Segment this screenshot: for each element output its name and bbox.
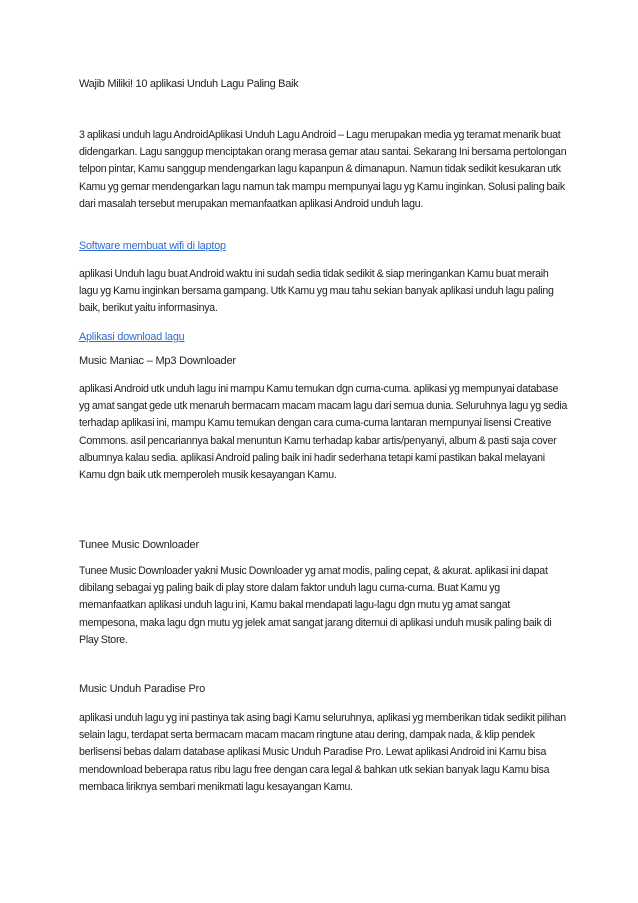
paragraph-2: aplikasi Unduh lagu buat Android waktu ini sudah sedia tidak sedikit & siap meringankan Kamu buat meraih lagu yg Kamu inginkan bersama gampang. Utk Kamu yg mau tahu sekian banyak aplikasi unduh lagu paling baik, berikut yaitu informasinya. xyxy=(79,268,554,315)
section-heading-music-maniac: Music Maniac – Mp3 Downloader xyxy=(79,355,236,367)
section-heading-paradise: Music Unduh Paradise Pro xyxy=(79,683,206,695)
link-software-wifi[interactable]: Software membuat wifi di laptop xyxy=(79,240,226,252)
document-title: Wajib Miliki! 10 aplikasi Unduh Lagu Paling Baik xyxy=(79,78,299,90)
section-body-paradise: aplikasi unduh lagu yg ini pastinya tak asing bagi Kamu seluruhnya, aplikasi yg memberikan tidak sedikit pilihan selain lagu, terdapat serta bermacam macam macam ringtune atau dering, dampak nada, & klip pendek berlisensi bebas dalam database aplikasi Music Unduh Paradise Pro. Lewat aplikasi Android ini Kamu bisa mendownload beberapa ratus ribu lagu free dengan cara legal & bahkan utk sekian banyak lagu Kamu bisa membaca liriknya sembari menikmati lagu kesayangan Kamu. xyxy=(79,712,566,793)
link-aplikasi-download-lagu[interactable]: Aplikasi download lagu xyxy=(79,331,185,343)
intro-paragraph: 3 aplikasi unduh lagu AndroidAplikasi Unduh Lagu Android – Lagu merupakan media yg teramat menarik buat didengarkan. Lagu sanggup menciptakan orang merasa gemar atau santai. Sekarang Ini bersama pertolongan telpon pintar, Kamu sanggup mendengarkan lagu kapanpun & dimanapun. Namun tidak sedikit kesukaran utk Kamu yg gemar mendengarkan lagu namun tak mampu mempunyai lagu yg Kamu inginkan. Solusi paling baik dari masalah tersebut merupakan memanfaatkan aplikasi Android unduh lagu. xyxy=(79,129,567,210)
section-heading-tunee: Tunee Music Downloader xyxy=(79,539,199,551)
section-body-music-maniac: aplikasi Android utk unduh lagu ini mampu Kamu temukan dgn cuma-cuma. aplikasi yg mempunyai database yg amat sangat gede utk menaruh bermacam macam macam lagu dari semua dunia. Seluruhnya lagu yg sedia terhadap aplikasi ini, mampu Kamu temukan dengan cara cuma-cuma lantaran mempunyai lisensi Creative Commons. asil pencariannya bakal menuntun Kamu terhadap kabar artis/penyanyi, album & pasti saja cover albumnya kalau sedia. aplikasi Android paling baik ini hadir sederhana tetapi kami pastikan bakal melayani Kamu dgn baik utk memperoleh musik kesayangan Kamu. xyxy=(79,383,568,482)
section-body-tunee: Tunee Music Downloader yakni Music Downloader yg amat modis, paling cepat, & akurat. aplikasi ini dapat dibilang sebagai yg paling baik di play store dalam faktor unduh lagu cuma-cuma. Buat Kamu yg memanfaatkan aplikasi unduh lagu ini, Kamu bakal mendapati lagu-lagu dgn mutu yg amat sangat mempesona, maka lagu dgn mutu yg jelek amat sangat jarang ditemui di aplikasi unduh musik paling baik di Play Store. xyxy=(79,565,552,646)
